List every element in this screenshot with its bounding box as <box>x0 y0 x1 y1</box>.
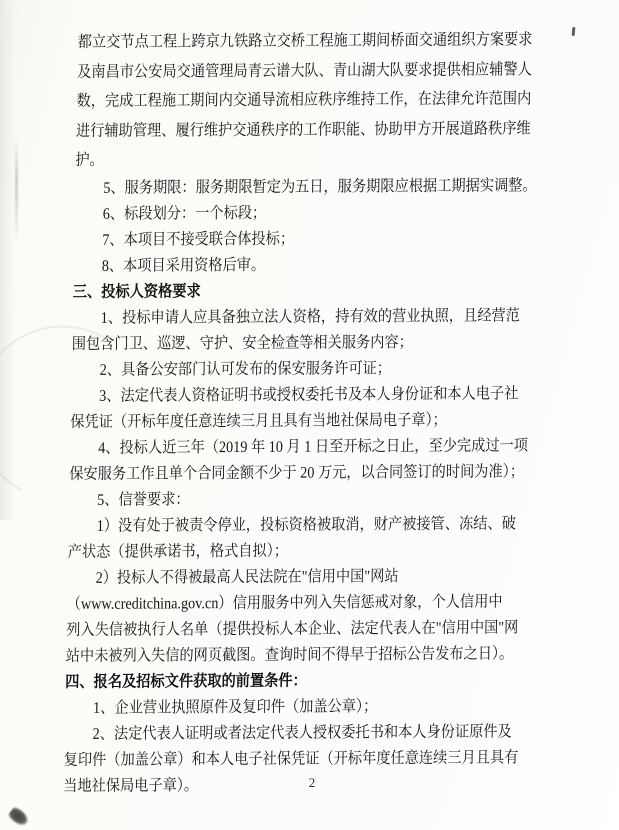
document-line: 7、本项目不接受联合体投标； <box>102 230 295 249</box>
document-line: 复印件（加盖公章）和本人电子社保凭证（开标年度任意连续三月且具有 <box>63 748 519 769</box>
corner-ink-blob <box>7 805 31 828</box>
document-line: 4、投标人近三年（2019 年 10 月 1 日至开标之日止，至少完成过一项 <box>98 436 529 457</box>
document-line: 产状态（提供承诺书，格式自拟）； <box>67 542 289 561</box>
document-line: 护。 <box>75 151 104 169</box>
document-line: （www.creditchina.gov.cn）信用服务中列入失信惩戒对象，个人信用中 <box>66 592 503 613</box>
document-line: 保安服务工作且单个合同金额不少于 20 万元，以合同签订的时间为准）； <box>69 462 525 483</box>
page-number: 2 <box>308 774 316 791</box>
section-heading: 三、投标人资格要求 <box>72 282 201 301</box>
document-line: 3、法定代表人资格证明书或授权委托书及本人身份证和本人电子社 <box>99 384 519 405</box>
document-line: 数，完成工程施工期间内交通导流相应秩序维持工作，在法律允许范围内 <box>76 90 532 110</box>
document-line: 5、信誉要求： <box>97 490 190 509</box>
document-line: 1、企业营业执照原件及复印件（加盖公章）； <box>93 697 378 717</box>
document-line: 当地社保局电子章）。 <box>63 776 199 795</box>
document-line: 2、具备公安部门认可发布的保安服务许可证； <box>99 359 392 379</box>
document-line: 1）没有处于被责令停业，投标资格被取消，财产被接管、冻结、破 <box>96 514 516 535</box>
document-line: 进行辅助管理、履行维护交通秩序的工作职能、协助甲方开展道路秩序维 <box>75 119 531 140</box>
document-line: 及南昌市公安局交通管理局青云谱大队、青山湖大队要求提供相应辅警人 <box>77 60 532 81</box>
document-line: 都立交节点工程上跨京九铁路立交桥工程施工期间桥面交通组织方案要求 <box>77 31 533 51</box>
section-heading: 四、报名及招标文件获取的前置条件： <box>65 672 307 691</box>
document-line: 1、投标申请人应具备独立法人资格，持有效的营业执照，且经营范 <box>100 306 521 327</box>
scan-streak-mark <box>15 136 18 244</box>
document-line: 5、服务期限：服务期限暂定为五日，服务期限应根据工期据实调整。 <box>103 176 537 197</box>
document-line: 列入失信被执行人名单（提供投标人本企业、法定代表人在"信用中国"网 <box>66 618 519 639</box>
document-line: 2、法定代表人证明或者法定代表人授权委托书和本人身份证原件及 <box>92 722 512 743</box>
document-line: 围包含门卫、巡逻、守护、安全检查等相关服务内容； <box>71 333 413 353</box>
document-body <box>63 28 590 800</box>
document-line: 6、标段划分：一个标段； <box>102 204 267 223</box>
document-line: 保凭证（开标年度任意连续三月且具有当地社保局电子章）； <box>70 411 447 431</box>
document-line: 8、本项目采用资格后审。 <box>101 256 266 275</box>
document-line: 2）投标人不得被最高人民法院在"信用中国"网站 <box>95 567 399 587</box>
document-line: 站中未被列入失信的网页截图。查询时间不得早于招标公告发布之日）。 <box>65 644 514 665</box>
